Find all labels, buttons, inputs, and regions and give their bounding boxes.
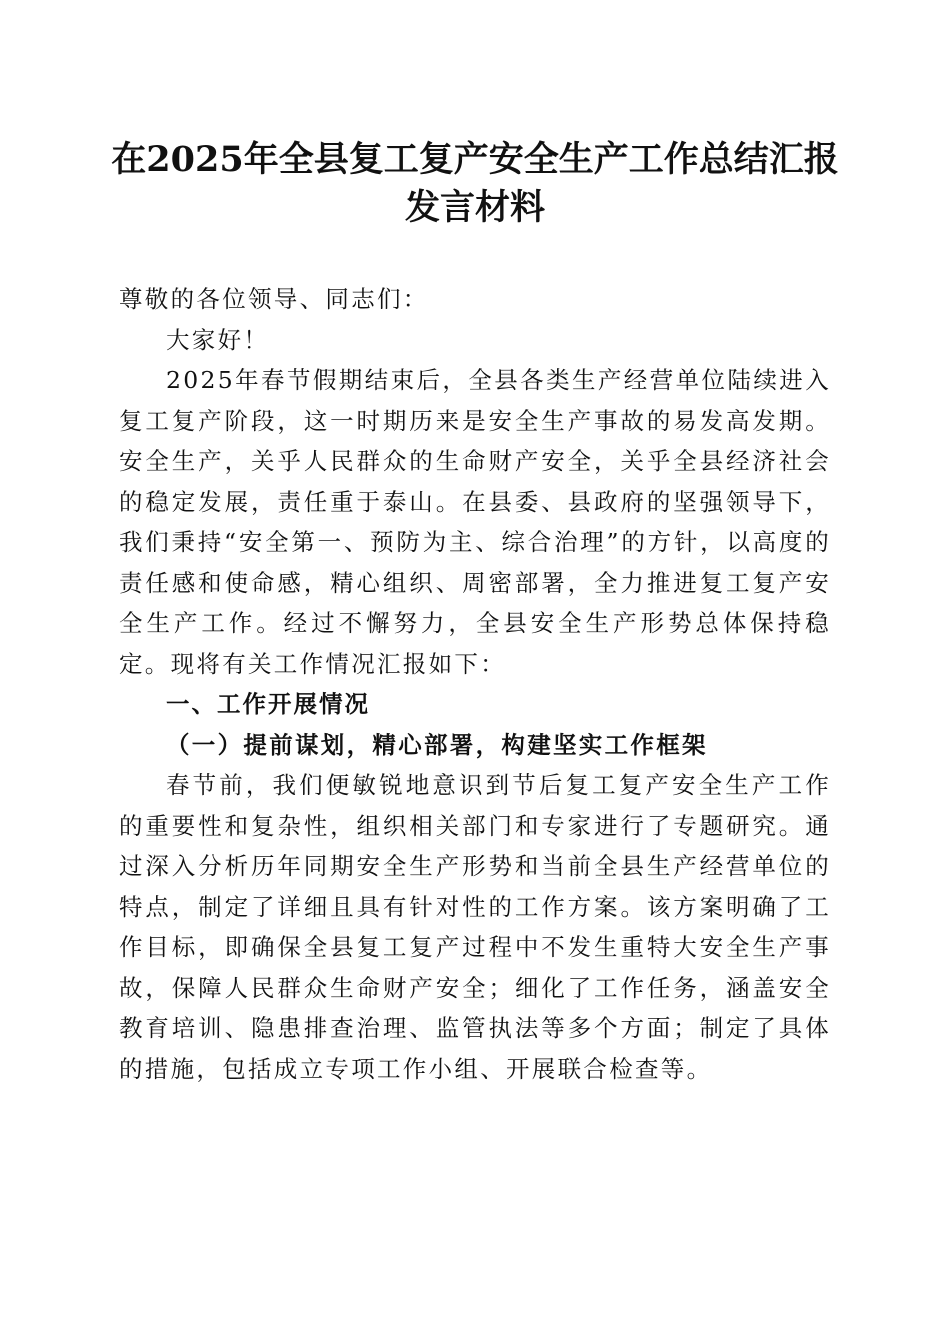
- subsection-paragraph: 春节前，我们便敏锐地意识到节后复工复产安全生产工作的重要性和复杂性，组织相关部门和专家进行了专题研究。通过深入分析历年同期安全生产形势和当前全县生产经营单位的特点，制定了详细且具有针对性的工作方案。该方案明确了工作目标，即确保全县复工复产过程中不发生重特大安全生产事故，保障人民群众生命财产安全；细化了工作任务，涵盖安全教育培训、隐患排查治理、监管执法等多个方面；制定了具体的措施，包括成立专项工作小组、开展联合检查等。: [119, 771, 831, 1083]
- greeting: 大家好！: [166, 325, 270, 354]
- salutation: 尊敬的各位领导、同志们：: [119, 285, 429, 313]
- section-heading: 一、工作开展情况: [166, 690, 370, 718]
- document-title: 在2025年全县复工复产安全生产工作总结汇报发言材料: [111, 139, 839, 228]
- document-body: [119, 279, 831, 1089]
- intro-paragraph: 2025年春节假期结束后，全县各类生产经营单位陆续进入复工复产阶段，这一时期历来是安全生产事故的易发高发期。安全生产，关乎人民群众的生命财产安全，关乎全县经济社会的稳定发展，责任重于泰山。在县委、县政府的坚强领导下，我们秉持“安全第一、预防为主、综合治理”的方针，以高度的责任感和使命感，精心组织、周密部署，全力推进复工复产安全生产工作。经过不懈努力，全县安全生产形势总体保持稳定。现将有关工作情况汇报如下：: [119, 366, 831, 678]
- subsection-heading: （一）提前谋划，精心部署，构建坚实工作框架: [166, 730, 708, 759]
